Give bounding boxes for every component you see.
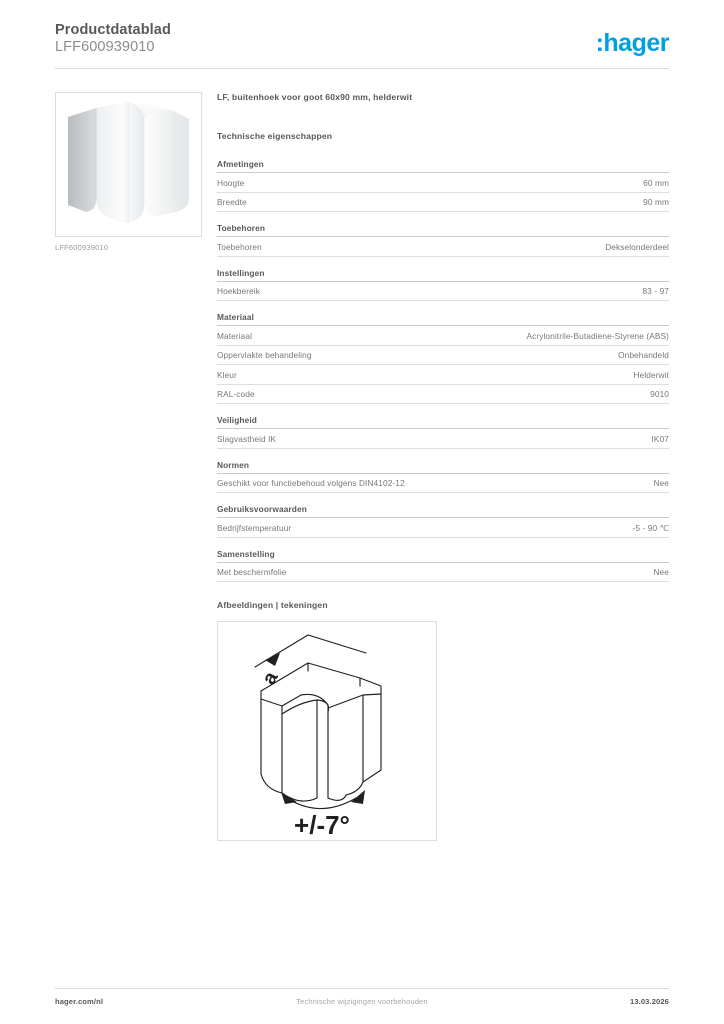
spec-value: Nee: [653, 567, 669, 577]
spec-group: [217, 549, 669, 583]
spec-value: 9010: [650, 389, 669, 399]
technical-drawing: [218, 622, 436, 840]
spec-label: Kleur: [217, 369, 237, 380]
specification-tables: [217, 159, 669, 582]
spec-group-title: Normen: [217, 460, 669, 474]
spec-group-title: Veiligheid: [217, 415, 669, 429]
spec-group-title: Samenstelling: [217, 549, 669, 563]
spec-row: [217, 518, 669, 538]
spec-row: [217, 193, 669, 213]
spec-group-title: Afmetingen: [217, 159, 669, 173]
spec-row: [217, 385, 669, 405]
spec-row: [217, 563, 669, 583]
product-image-caption: LFF600939010: [55, 243, 109, 252]
page-header: [55, 22, 669, 68]
product-name: LF, buitenhoek voor goot 60x90 mm, helderwit: [217, 92, 413, 102]
spec-group: [217, 268, 669, 302]
spec-label: Materiaal: [217, 330, 253, 341]
product-photo: [56, 93, 201, 236]
drawing-dimension-label: a: [257, 668, 283, 689]
spec-value: 83 - 97: [642, 286, 669, 296]
spec-group: [217, 223, 669, 257]
hager-logo-text: hager: [603, 29, 669, 57]
spec-group: [217, 312, 669, 404]
spec-value: 60 mm: [643, 177, 669, 188]
footer-date: 13.03.2026: [629, 997, 669, 1006]
spec-group: [217, 460, 669, 494]
spec-row: [217, 326, 669, 346]
spec-label: Geschikt voor functiebehoud volgens DIN4102-12: [217, 478, 405, 488]
spec-group: [217, 415, 669, 449]
drawings-title: Afbeeldingen | tekeningen: [217, 600, 328, 610]
spec-value: Dekselonderdeel: [605, 241, 669, 252]
spec-group-title: Toebehoren: [217, 223, 669, 237]
spec-group-title: Gebruiksvoorwaarden: [217, 504, 669, 518]
spec-value: Onbehandeld: [618, 350, 669, 360]
spec-label: Met beschermfolie: [217, 567, 287, 577]
drawing-angle-label: +/-7°: [294, 810, 350, 840]
spec-group: [217, 504, 669, 538]
footer-website[interactable]: hager.com/nl: [55, 997, 104, 1006]
page-reference: LFF600939010: [55, 39, 155, 55]
product-image-box: [55, 92, 202, 237]
spec-label: Hoekbereik: [217, 286, 260, 296]
spec-group-title: Instellingen: [217, 268, 669, 282]
main-content: [217, 92, 669, 841]
spec-value: Nee: [653, 478, 669, 488]
page-title: Productdatablad: [55, 22, 171, 38]
footer-disclaimer: Technische wijzigingen voorbehouden: [296, 997, 428, 1006]
spec-row: [217, 474, 669, 494]
spec-row: [217, 365, 669, 385]
spec-label: Toebehoren: [217, 241, 262, 252]
spec-row: [217, 237, 669, 257]
spec-label: Bedrijfstemperatuur: [217, 522, 292, 533]
spec-row: [217, 429, 669, 449]
spec-row: [217, 173, 669, 193]
spec-value: IK07: [651, 433, 669, 444]
hager-logo: :hager: [595, 29, 669, 57]
footer-divider: [55, 988, 669, 989]
header-divider: [55, 68, 669, 69]
page-footer: [55, 997, 669, 1011]
spec-label: Breedte: [217, 197, 247, 207]
spec-row: [217, 346, 669, 366]
technical-properties-title: Technische eigenschappen: [217, 131, 333, 141]
spec-row: [217, 282, 669, 302]
spec-value: 90 mm: [643, 197, 669, 207]
technical-drawing-box: [217, 621, 437, 841]
spec-label: Slagvastheid IK: [217, 433, 277, 444]
spec-group: [217, 159, 669, 212]
spec-label: Hoogte: [217, 177, 245, 188]
spec-value: Helderwit: [633, 369, 669, 380]
spec-label: Oppervlakte behandeling: [217, 350, 312, 360]
spec-label: RAL-code: [217, 389, 255, 399]
spec-value: Acrylonitrile-Butadiene-Styrene (ABS): [526, 330, 669, 341]
spec-group-title: Materiaal: [217, 312, 669, 326]
spec-value: -5 - 90 ℃: [632, 522, 669, 533]
